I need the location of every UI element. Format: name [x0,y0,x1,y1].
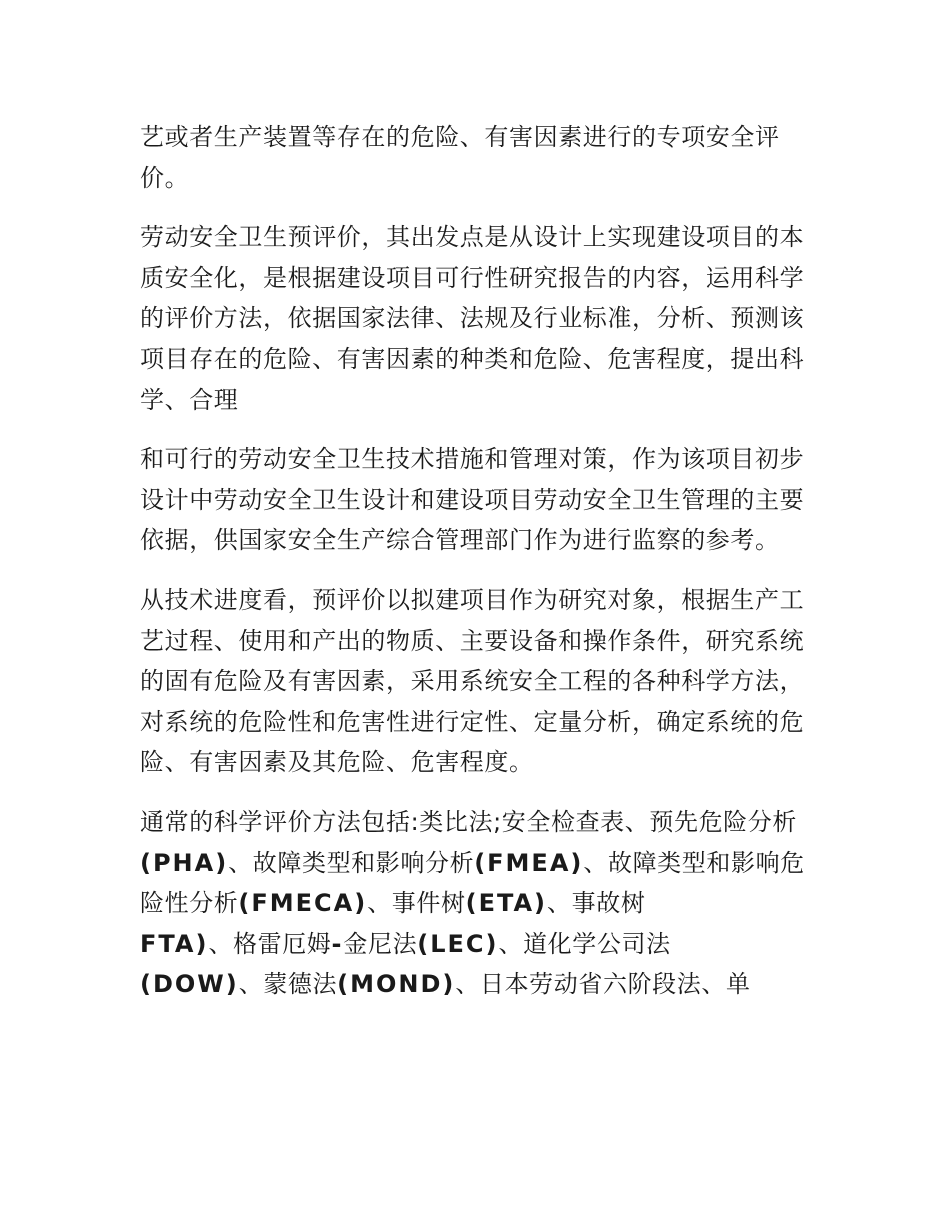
paragraph-5 [140,802,812,1005]
abbreviation-pha: (PHA) [140,848,229,877]
text-segment: 通常的科学评价方法包括:类比法;安全检查表、预先危险分析 [140,807,797,836]
text-segment: 、故障类型和影响分析 [228,848,475,877]
text-segment: 从技术进度看，预评价以拟建项目作为研究对象，根据生产工艺过程、使用和产出的物质、主要设备和操作条件，研究系统的固有危险及有害因素，采用系统安全工程的各种科学方法，对系统的危险性和危害性进行定性、定量分析，确定系统的危险、有害因素及其危险、危害程度。 [140,585,805,777]
abbreviation-eta: (ETA) [465,889,548,918]
text-segment: 、蒙德法 [238,970,338,999]
abbreviation-fta: FTA) [140,929,209,958]
text-segment: 、故障类型和影响危险性分析 [140,848,805,918]
paragraph-3 [140,439,812,561]
paragraph-4 [140,580,812,783]
text-segment: 、日本劳动省六阶段法、单 [455,970,751,999]
text-segment: 、道化学公司法 [498,929,671,958]
text-segment: 艺或者生产装置等存在的危险、有害因素进行的专项安全评价。 [140,123,780,192]
hyphen: - [331,929,344,958]
paragraph-1 [140,117,812,198]
abbreviation-lec: (LEC) [417,929,499,958]
abbreviation-fmea: (FMEA) [474,848,584,877]
abbreviation-mond: (MOND) [337,970,456,999]
document-body [140,117,812,1024]
abbreviation-fmeca: (FMECA) [238,889,368,918]
text-segment: 、事件树 [367,889,466,918]
paragraph-2 [140,217,812,420]
text-segment: 劳动安全卫生预评价，其出发点是从设计上实现建设项目的本质安全化，是根据建设项目可行性研究报告的内容，运用科学的评价方法，依据国家法律、法规及行业标准，分析、预测该项目存在的危险、有害因素的种类和危险、危害程度，提出科学、合理 [140,223,805,414]
text-segment: 金尼法 [343,929,418,958]
text-segment: 、事故树 [547,889,646,918]
text-segment: 、格雷厄姆 [208,929,332,958]
abbreviation-dow: (DOW) [140,970,239,999]
text-segment: 和可行的劳动安全卫生技术措施和管理对策，作为该项目初步设计中劳动安全卫生设计和建设项目劳动安全卫生管理的主要依据，供国家安全生产综合管理部门作为进行监察的参考。 [140,445,805,555]
